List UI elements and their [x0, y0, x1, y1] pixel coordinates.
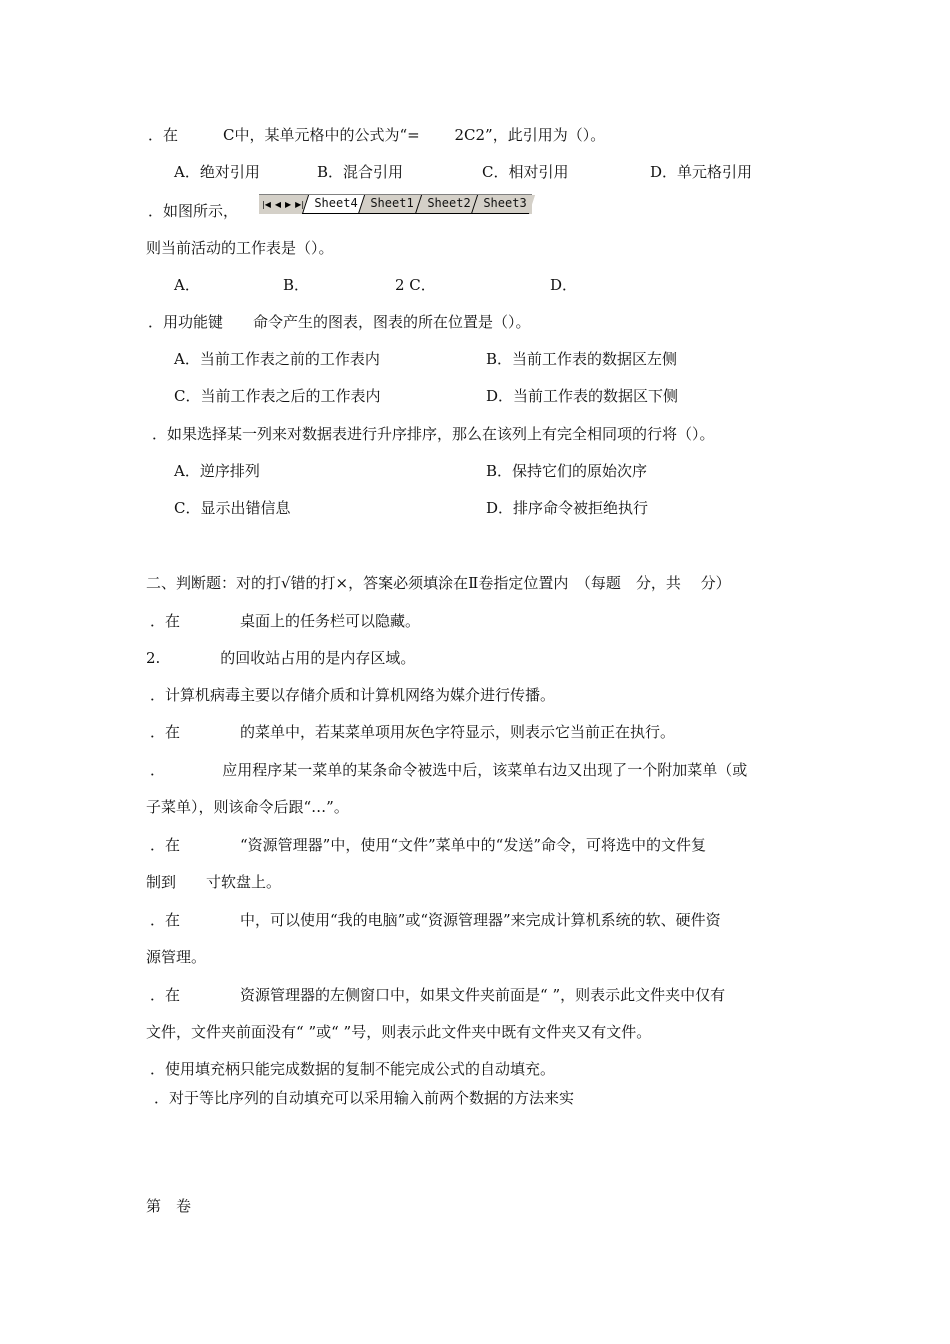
- option-c: 2 C．: [395, 276, 436, 294]
- tf-item-continued: 制到 寸软盘上。: [146, 873, 282, 891]
- tf-item: ．在 的菜单中，若某菜单项用灰色字符显示，则表示它当前正在执行。: [150, 723, 676, 741]
- sheet-nav-buttons: [259, 195, 307, 214]
- tf-item: ．在 “资源管理器”中，使用“文件”菜单中的“发送”命令，可将选中的文件复: [150, 836, 707, 854]
- question-sheet-line2: 则当前活动的工作表是（）。: [146, 239, 334, 257]
- tf-item-continued: 文件，文件夹前面没有“ ”或“ ”号，则表示此文件夹中既有文件夹又有文件。: [146, 1023, 652, 1041]
- tf-item: 2. 的回收站占用的是内存区域。: [146, 649, 416, 667]
- tab-sheet1: Sheet1: [358, 195, 423, 214]
- option-d: D．: [550, 276, 578, 294]
- option-b: B．当前工作表的数据区左侧: [486, 350, 678, 368]
- tf-item: ． 应用程序某一菜单的某条命令被选中后，该菜单右边又出现了一个附加菜单（或: [150, 761, 748, 779]
- option-a: A．绝对引用: [174, 163, 260, 181]
- question-sheet: ．如图所示，: [148, 202, 239, 220]
- option-b: B．: [283, 276, 310, 294]
- option-d: D．单元格引用: [650, 163, 753, 181]
- tf-item: ．在 桌面上的任务栏可以隐藏。: [150, 612, 421, 630]
- question-sort: ．如果选择某一列来对数据表进行升序排序，那么在该列上有完全相同项的行将（）。: [152, 425, 715, 443]
- prev-sheet-icon: ◀: [274, 200, 282, 209]
- option-d: D．排序命令被拒绝执行: [486, 499, 649, 517]
- sheet-tabs: [307, 195, 532, 214]
- tab-sheet4: Sheet4: [302, 195, 367, 214]
- option-a: A．当前工作表之前的工作表内: [174, 350, 380, 368]
- option-d: D．当前工作表的数据区下侧: [486, 387, 679, 405]
- tf-item: ．在 中，可以使用“我的电脑”或“资源管理器”来完成计算机系统的软、硬件资: [150, 911, 721, 929]
- option-b: B．保持它们的原始次序: [486, 462, 648, 480]
- question-chart: ．用功能键 命令产生的图表，图表的所在位置是（）。: [148, 313, 531, 331]
- sheet-tab-bar: [259, 194, 532, 214]
- option-c: C．相对引用: [482, 163, 569, 181]
- tf-item: ．使用填充柄只能完成数据的复制不能完成公式的自动填充。: [150, 1060, 556, 1078]
- option-c: C．显示出错信息: [174, 499, 291, 517]
- tf-item-continued: 源管理。: [146, 948, 207, 966]
- option-b: B．混合引用: [317, 163, 404, 181]
- volume-label: 第 卷: [146, 1197, 192, 1215]
- tab-sheet2: Sheet2: [415, 195, 480, 214]
- option-c: C．当前工作表之后的工作表内: [174, 387, 381, 405]
- option-a: A．: [174, 276, 200, 294]
- section-heading: 二、判断题：对的打√错的打×，答案必须填涂在Ⅱ卷指定位置内 （每题 分，共 分）: [146, 574, 731, 592]
- last-sheet-icon: ▶|: [295, 200, 305, 209]
- tf-item-continued: 子菜单），则该命令后跟“…”。: [146, 798, 349, 816]
- tf-item: ．在 资源管理器的左侧窗口中，如果文件夹前面是“ ”，则表示此文件夹中仅有: [150, 986, 726, 1004]
- tab-sheet3: Sheet3: [471, 195, 536, 214]
- tf-item: ．计算机病毒主要以存储介质和计算机网络为媒介进行传播。: [150, 686, 556, 704]
- question-formula: ．在 C中，某单元格中的公式为“= 2C2”，此引用为（）。: [148, 126, 606, 144]
- tf-item: ．对于等比序列的自动填充可以采用输入前两个数据的方法来实: [154, 1089, 575, 1107]
- option-a: A．逆序排列: [174, 462, 260, 480]
- next-sheet-icon: ▶: [285, 200, 292, 209]
- first-sheet-icon: |◀: [262, 200, 271, 209]
